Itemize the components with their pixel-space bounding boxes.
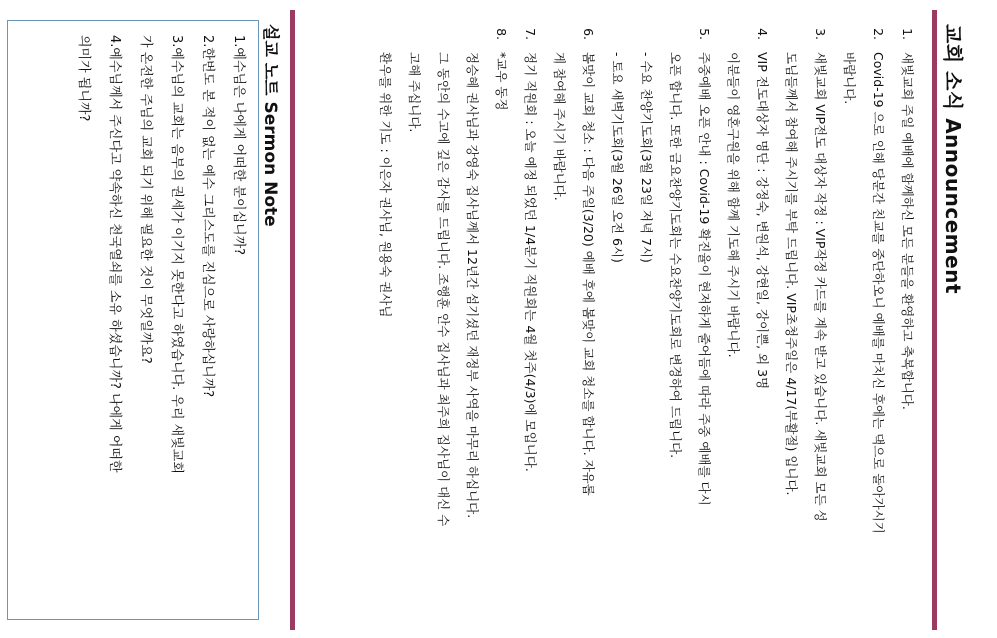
announcement-list bbox=[371, 18, 922, 618]
item-text: 새빛교회 주일 예배에 함께하신 모든 분들을 환영하고 축복합니다. bbox=[900, 52, 915, 410]
item-text: 고해 주십니다. bbox=[407, 52, 422, 133]
sermon-question: 2.한번도 본 적이 없는 예수 그리스도를 진심으로 사랑하십니까? bbox=[200, 35, 215, 398]
announcement-title: 교회 소식 Announcement bbox=[941, 24, 965, 295]
item-text: 바랍니다. bbox=[842, 52, 857, 105]
announcement-item bbox=[516, 18, 545, 618]
announcement-item bbox=[777, 18, 835, 618]
item-text: VIP 전도대상자 명단 : 강정숙, 변원석, 강현일, 강이쁜, 외 3명 bbox=[755, 52, 770, 390]
item-text: 새빛교회 VIP전도 대상자 작정 : VIP작정 카드를 계속 받고 있습니다. 새빛교회 모든 성 bbox=[813, 52, 828, 522]
item-text: 정기 직원회 : 오늘 예정 되었던 1/4분기 직원회는 4월 첫주(4/3)에 모입니다. bbox=[523, 52, 538, 472]
sermon-note-box bbox=[7, 20, 259, 620]
sermon-question: 3.예수님의 교회는 음부의 권세가 이기지 못한다고 하였습니다. 우리 새빛교회 bbox=[169, 35, 184, 474]
sermon-question: 4.예수님께서 주신다고 약속하신 천국열쇠를 소유 하셨습니까? 나에게 어떠한 bbox=[107, 35, 122, 473]
item-text: 환우를 위한 기도 : 이은자 권사님, 원용숙 권사님 bbox=[378, 52, 393, 318]
item-number: 7. bbox=[523, 28, 538, 40]
item-text: Covid-19 으로 인해 당분간 친교를 중단하오니 예배를 마치신 후에는 댁으로 돌아가시기 bbox=[871, 52, 886, 534]
item-text: *교우 동정 bbox=[494, 52, 509, 111]
item-number: 5. bbox=[697, 28, 712, 40]
item-number: 1. bbox=[900, 28, 915, 40]
item-text: - 토요 새벽기도회(3월 26일 오전 6시) bbox=[610, 52, 625, 263]
announcement-item bbox=[603, 18, 719, 618]
announcement-item bbox=[371, 18, 516, 618]
item-number: 8. bbox=[494, 28, 509, 40]
item-text: 오픈 합니다. 또한 금요찬양기도회는 수요찬양기도회로 변경하여 드립니다. bbox=[668, 52, 683, 459]
item-number: 4. bbox=[755, 28, 770, 40]
item-number: 2. bbox=[871, 28, 886, 40]
item-text: 도님들께서 참여해 주시기를 부탁 드립니다. VIP초청주일은 4/17(부활절) 입니다. bbox=[784, 52, 799, 496]
item-text: 게 참여해 주시기 바랍니다. bbox=[552, 52, 567, 201]
item-number: 3. bbox=[813, 28, 828, 40]
item-text: - 수요 찬양기도회(3월 23일 저녁 7시) bbox=[639, 52, 654, 263]
sermon-question: 1.예수님은 나에게 어떠한 분이십니까? bbox=[231, 35, 246, 256]
title-divider bbox=[932, 10, 937, 630]
item-text: 봄맞이 교회 청소 : 다음 주일(3/20) 예배 후에 봄맞이 교회 청소를 합니다. 자유롭 bbox=[581, 52, 596, 496]
sermon-question-continued: 가 온전한 주님의 교회 되기 위해 필요한 것이 무엇일까요? bbox=[138, 35, 153, 364]
item-text: 정승혜 권사님과 강영숙 집사님께서 12년간 섬기셨던 재정부 사역을 마무리 하십니다. bbox=[465, 52, 480, 519]
item-text: 주중예배 오픈 안내 : Covid-19 확진율이 현저하게 줄어듬에 따라 주중 예배를 다시 bbox=[697, 52, 712, 506]
item-text: 이분들이 영혼구원을 위해 함께 기도해 주시기 바랍니다. bbox=[726, 52, 741, 358]
sermon-title: 설교 노트 Sermon Note bbox=[260, 24, 280, 227]
announcement-item bbox=[893, 18, 922, 618]
item-text: 그 동안의 수고에 깊은 감사를 드립니다. 조행훈 안수 집사님과 최주희 집사님이 대신 수 bbox=[436, 52, 451, 527]
announcement-item bbox=[545, 18, 603, 618]
sermon-question-continued: 의미가 됩니까? bbox=[76, 35, 91, 122]
announcement-item bbox=[719, 18, 777, 618]
section-divider bbox=[290, 10, 295, 630]
announcement-item bbox=[835, 18, 893, 618]
item-number: 6. bbox=[581, 28, 596, 40]
